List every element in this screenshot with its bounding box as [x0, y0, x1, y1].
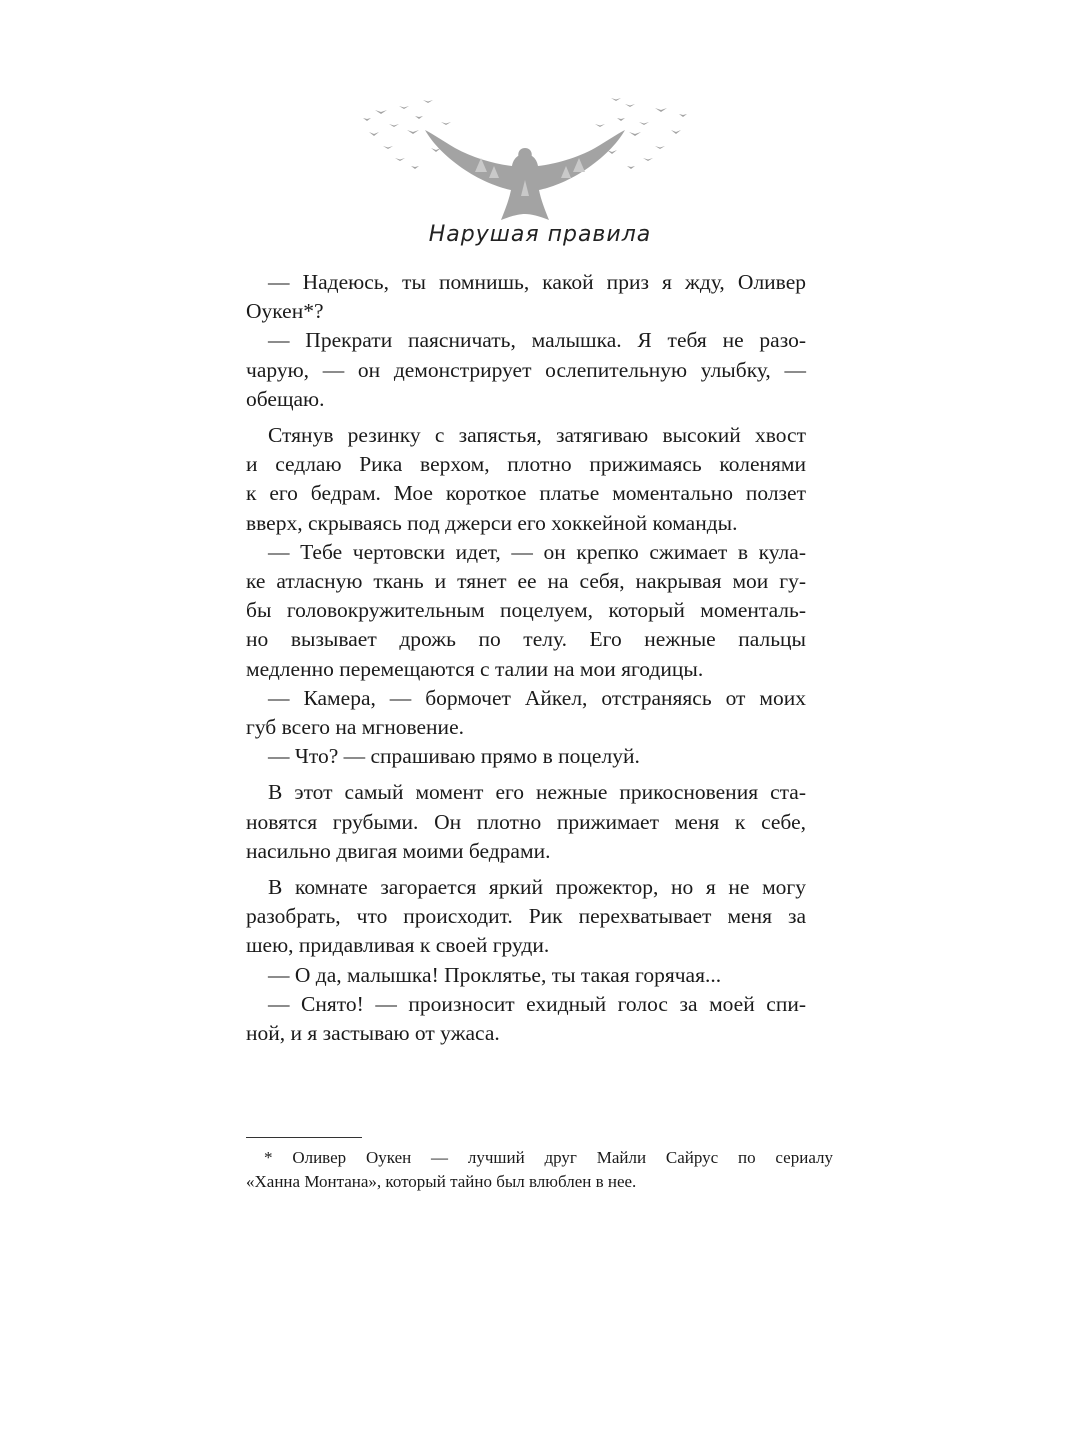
paragraph — [246, 873, 806, 961]
paragraph-line: Оукен*? — [246, 299, 324, 324]
paragraph — [246, 538, 806, 684]
paragraph — [246, 326, 806, 414]
paragraph-line: В этот самый момент его нежные прикосновения ста- — [268, 780, 806, 805]
paragraph-line: ной, и я застываю от ужаса. — [246, 1021, 500, 1046]
paragraph-line: В комнате загорается яркий прожектор, но я не могу — [268, 875, 806, 900]
paragraph-line: — Что? — спрашиваю прямо в поцелуй. — [268, 744, 640, 769]
paragraph — [246, 990, 806, 1048]
paragraph — [246, 742, 806, 771]
paragraph — [246, 778, 806, 866]
footnote-text — [246, 1146, 833, 1194]
paragraph — [246, 684, 806, 742]
footnote-line: «Ханна Монтана», который тайно был влюблен в нее. — [246, 1172, 637, 1191]
paragraph-line: медленно перемещаются с талии на мои ягодицы. — [246, 656, 704, 681]
body-text — [246, 268, 806, 1048]
footnote-rule — [246, 1137, 362, 1138]
running-head: Нарушая правила — [428, 222, 652, 247]
paragraph-line: насильно двигая моими бедрами. — [246, 838, 551, 863]
paragraph-line: губ всего на мгновение. — [246, 715, 464, 740]
paragraph — [246, 268, 806, 326]
paragraph-line: — Прекрати паясничать, малышка. Я тебя не разо- — [268, 328, 806, 353]
paragraph-line: чарую, — он демонстрирует ослепительную улыбку, — — [246, 357, 806, 382]
paragraph-line: — Тебе чертовски идет, — он крепко сжимает в кула- — [268, 539, 806, 564]
paragraph — [246, 421, 806, 538]
paragraph-line: — Снято! — произносит ехидный голос за моей спи- — [268, 991, 806, 1016]
paragraph-line: и седлаю Рика верхом, плотно прижимаясь коленями — [246, 452, 806, 477]
paragraph — [246, 961, 806, 990]
paragraph-line: вверх, скрываясь под джерси его хоккейной команды. — [246, 510, 738, 535]
footnote — [246, 1146, 833, 1194]
paragraph-line: обещаю. — [246, 386, 325, 411]
paragraph-line: но вызывает дрожь по телу. Его нежные пальцы — [246, 627, 806, 652]
paragraph-line: к его бедрам. Мое короткое платье моментально ползет — [246, 481, 806, 506]
paragraph-line: новятся грубыми. Он плотно прижимает меня к себе, — [246, 809, 806, 834]
paragraph-line: разобрать, что происходит. Рик перехватывает меня за — [246, 904, 806, 929]
paragraph-line: — Надеюсь, ты помнишь, какой приз я жду, Оливер — [268, 270, 806, 294]
paragraph-line: Стянув резинку с запястья, затягиваю высокий хвост — [268, 423, 806, 448]
footnote-line: * Оливер Оукен — лучший друг Майли Сайрус по сериалу — [264, 1148, 833, 1167]
paragraph-line: бы головокружительным поцелуем, который моменталь- — [246, 598, 806, 623]
paragraph-line: шею, придавливая к своей груди. — [246, 933, 550, 958]
paragraph-line: — О да, малышка! Проклятье, ты такая горячая... — [268, 962, 722, 987]
paragraph-line: — Камера, — бормочет Айкел, отстраняясь от моих — [268, 685, 806, 710]
paragraph-line: ке атласную ткань и тянет ее на себя, накрывая мои гу- — [246, 569, 806, 594]
bird-flock-crow-icon — [355, 92, 695, 232]
